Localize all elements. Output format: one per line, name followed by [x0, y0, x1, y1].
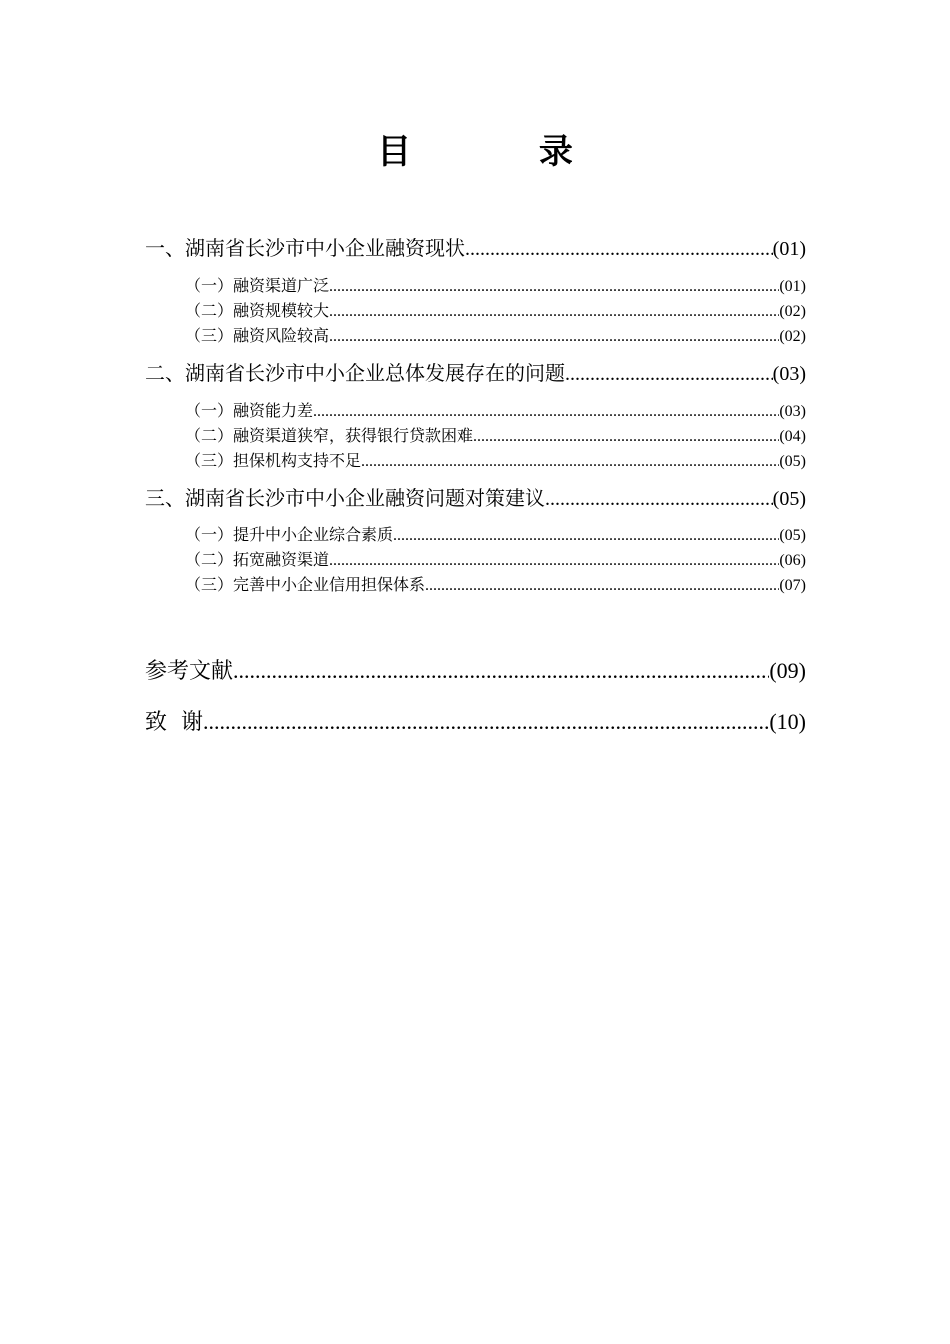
toc-entry-page: (05) — [772, 488, 806, 510]
toc-entry-page: (04) — [779, 428, 806, 445]
toc-entry-section-2-3[interactable] — [145, 450, 806, 473]
toc-entry-section-1-3[interactable] — [145, 325, 806, 348]
toc-entry-chapter-3[interactable] — [145, 484, 806, 513]
toc-entry-label: 一、湖南省长沙市中小企业融资现状 — [145, 236, 465, 260]
toc-leader-dots — [203, 707, 769, 737]
toc-entry-page: (03) — [772, 363, 806, 385]
toc-entry-page: (02) — [779, 328, 806, 345]
toc-entry-page: (05) — [779, 453, 806, 470]
toc-leader-dots — [393, 525, 779, 547]
toc-entry-label: （三）完善中小企业信用担保体系 — [185, 575, 426, 594]
toc-entry-label: 参考文献 — [145, 659, 234, 684]
toc-entry-acknowledgements[interactable] — [145, 707, 806, 738]
toc-entry-page: (09) — [769, 658, 806, 683]
toc-entry-section-3-1[interactable] — [145, 524, 806, 547]
toc-leader-dots — [473, 426, 779, 448]
toc-entry-page: (06) — [779, 552, 806, 569]
toc-leader-dots — [465, 235, 773, 263]
toc-entry-label: 二、湖南省长沙市中小企业总体发展存在的问题 — [145, 361, 565, 385]
toc-entry-chapter-2[interactable] — [145, 359, 806, 388]
toc-entry-section-3-2[interactable] — [145, 549, 806, 572]
toc-leader-dots — [425, 575, 779, 597]
toc-entry-section-3-3[interactable] — [145, 574, 806, 597]
toc-leader-dots — [329, 276, 779, 298]
toc-leader-dots — [545, 485, 773, 513]
toc-entry-label: （二）拓宽融资渠道 — [185, 550, 330, 569]
toc-entry-page: (02) — [779, 303, 806, 320]
toc-leader-dots — [361, 451, 779, 473]
page-title: 目 录 — [377, 132, 631, 172]
toc-entry-label: （一）提升中小企业综合素质 — [185, 525, 394, 544]
toc-entry-label: 三、湖南省长沙市中小企业融资问题对策建议 — [145, 486, 545, 510]
toc-entry-page: (07) — [779, 577, 806, 594]
toc-leader-dots — [233, 656, 769, 686]
toc-entry-page: (01) — [779, 278, 806, 295]
toc-entry-label: （二）融资规模较大 — [185, 301, 330, 320]
toc-entry-references[interactable] — [145, 656, 806, 687]
toc-entry-label: （一）融资渠道广泛 — [185, 276, 330, 295]
toc-leader-dots — [329, 550, 779, 572]
toc-entry-label: （一）融资能力差 — [185, 401, 314, 420]
toc-entry-label: （三）担保机构支持不足 — [185, 451, 362, 470]
toc-entry-label: （三）融资风险较高 — [185, 326, 330, 345]
toc-leader-dots — [565, 360, 773, 388]
toc-entry-page: (01) — [772, 238, 806, 260]
toc-entry-page: (03) — [779, 403, 806, 420]
toc-entry-section-1-2[interactable] — [145, 300, 806, 323]
toc-leader-dots — [329, 301, 779, 323]
toc-entry-page: (05) — [779, 527, 806, 544]
toc-entry-section-1-1[interactable] — [145, 275, 806, 298]
toc-entry-chapter-1[interactable] — [145, 234, 806, 263]
toc-entry-label: （二）融资渠道狭窄，获得银行贷款困难 — [185, 426, 474, 445]
toc-leader-dots — [329, 326, 779, 348]
toc-entry-page: (10) — [769, 709, 806, 734]
toc-entry-label: 致 谢 — [145, 710, 203, 735]
toc-entry-section-2-2[interactable] — [145, 425, 806, 448]
toc-leader-dots — [313, 401, 779, 423]
toc-entry-section-2-1[interactable] — [145, 400, 806, 423]
